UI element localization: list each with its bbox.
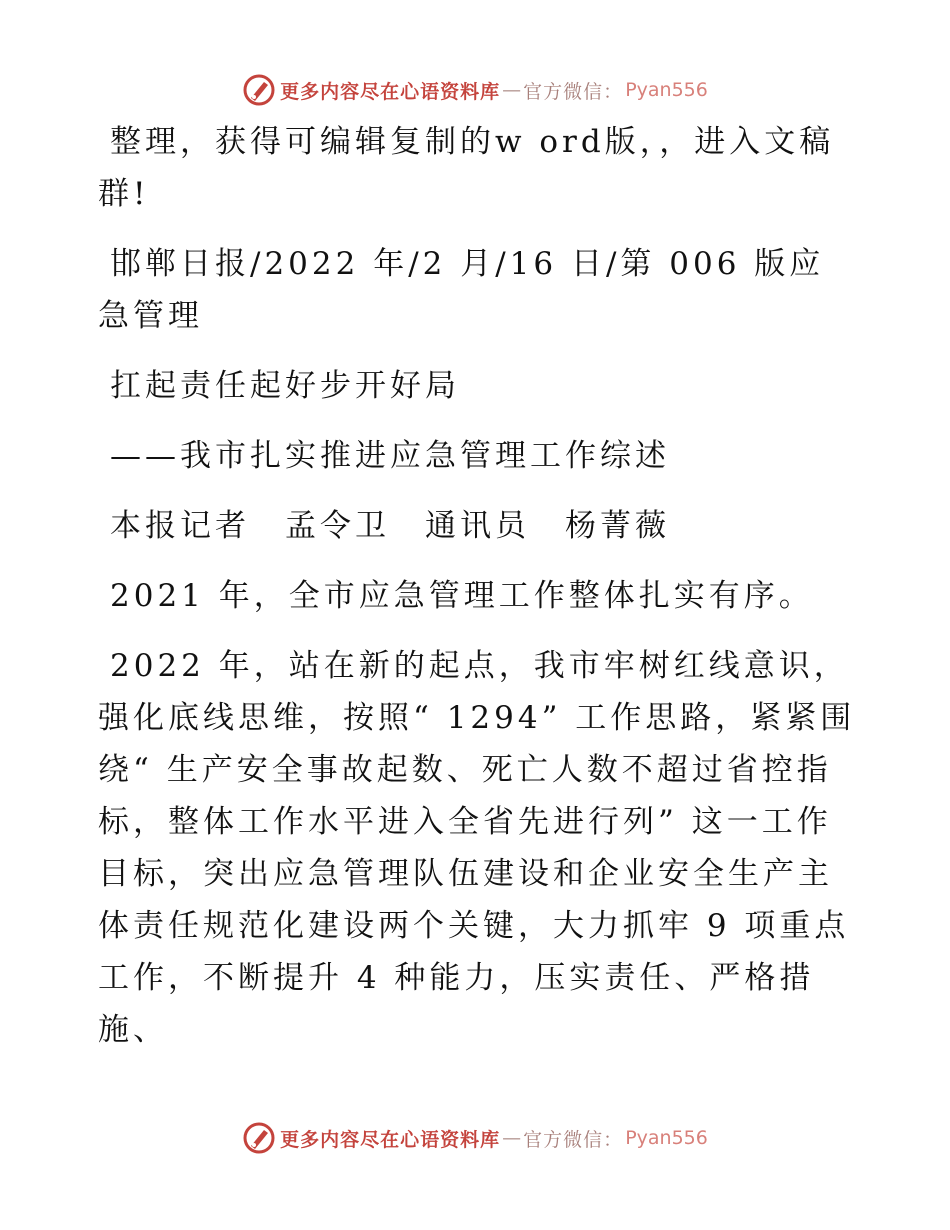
- body-paragraph: 2022 年，站在新的起点，我市牢树红线意识，强化底线思维，按照“ 1294” 工作思路，紧紧围绕“ 生产安全事故起数、死亡人数不超过省控指标，整体工作水平进入全省先进行列” 这一工作目标，突出应急管理队伍建设和企业安全生产主体责任规范化建设两个关键，大力抓牢 9 项重点工作，不断提升 4 种能力，压实责任、严格措施、: [98, 648, 856, 1048]
- intro-paragraph: 整理，获得可编辑复制的w ord版，，进入文稿群!: [98, 124, 835, 212]
- watermark-text: 更多内容尽在心语资料库: [280, 80, 501, 103]
- article-subtitle: ——我市扎实推进应急管理工作综述: [110, 438, 670, 474]
- header-watermark: [0, 70, 950, 110]
- watermark-separator: —: [502, 79, 522, 101]
- pen-logo-icon: [242, 73, 276, 107]
- watermark-id: Pyan556: [625, 1127, 708, 1149]
- document-body: [98, 116, 858, 1056]
- byline: 本报记者 孟令卫 通讯员 杨菁薇: [110, 508, 670, 544]
- source-line: 邯郸日报/2022 年/2 月/16 日/第 006 版应急管理: [98, 246, 825, 334]
- watermark-label: 官方微信：: [523, 1128, 624, 1151]
- watermark-text: 更多内容尽在心语资料库: [280, 1128, 501, 1151]
- watermark-label: 官方微信：: [523, 80, 624, 103]
- watermark-id: Pyan556: [625, 79, 708, 101]
- pen-logo-icon: [242, 1121, 276, 1155]
- article-title: 扛起责任起好步开好局: [110, 368, 460, 404]
- footer-watermark: [0, 1118, 950, 1158]
- body-paragraph: 2021 年，全市应急管理工作整体扎实有序。: [110, 578, 814, 614]
- watermark-separator: —: [502, 1127, 522, 1149]
